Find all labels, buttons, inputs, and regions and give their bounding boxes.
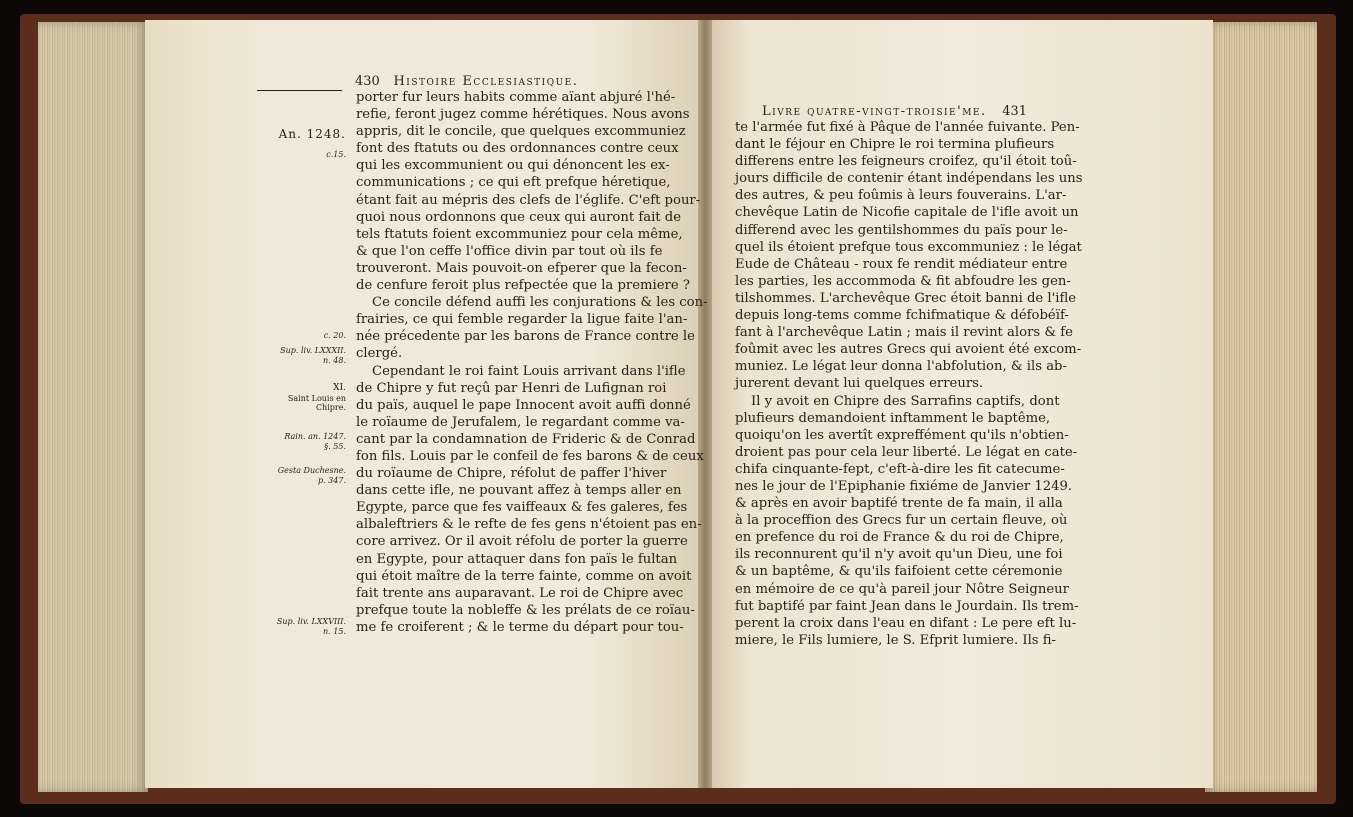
left_page-line: core arrivez. Or il avoit réfolu de porter la guerre bbox=[356, 534, 688, 550]
right_page-line: miere, le Fils lumiere, le S. Efprit lumiere. Ils fi- bbox=[735, 632, 1057, 648]
left_page-line: qui les excommunient ou qui dénoncent les ex- bbox=[356, 158, 670, 174]
left-running-head bbox=[355, 74, 578, 89]
right_page-line: plufieurs demandoient inftamment le baptême, bbox=[735, 410, 1051, 426]
right_page-line: fut baptifé par faint Jean dans le Jourdain. Ils trem- bbox=[735, 598, 1079, 614]
left_page-line: du païs, auquel le pape Innocent avoit auffi donné bbox=[356, 397, 691, 413]
left_page-line: étant fait au mépris des clefs de l'églife. C'eft pour- bbox=[356, 192, 701, 208]
left_page-line: qui étoit maître de la terre fainte, comme on avoit bbox=[356, 568, 692, 584]
right_page-line: foûmit avec les autres Grecs qui avoient été excom- bbox=[735, 342, 1082, 358]
left_page-line: Ce concile défend auffi les conjurations & les con- bbox=[372, 295, 708, 311]
right_page-line: differend avec les gentilshommes du païs pour le- bbox=[735, 222, 1068, 238]
right_page-line: chevêque Latin de Nicofie capitale de l'ifle avoit un bbox=[735, 205, 1079, 221]
left-page-number: 430 bbox=[355, 74, 380, 89]
right_page-line: Eude de Château - roux fe rendit médiateur entre bbox=[735, 256, 1068, 272]
right-running-head bbox=[762, 104, 1027, 119]
right_page-line: des autres, & peu foûmis à leurs fouverains. L'ar- bbox=[735, 188, 1067, 204]
left_page-line: Egypte, parce que fes vaiffeaux & fes galeres, fes bbox=[356, 500, 688, 516]
right_page-line: chifa cinquante-fept, c'eft-à-dire les fit catecume- bbox=[735, 461, 1065, 477]
left_page-line: font des ftatuts ou des ordonnances contre ceux bbox=[356, 141, 679, 157]
left_page-line: de cenfure feroit plus refpectée que la premiere ? bbox=[356, 278, 690, 294]
left-head-title: Histoire Ecclesiastique. bbox=[393, 74, 579, 89]
margin-note-sup2 bbox=[258, 617, 346, 636]
right_page-line: en mémoire de ce qu'à pareil jour Nôtre Seigneur bbox=[735, 581, 1069, 597]
right_page-line: à la proceffion des Grecs fur un certain fleuve, où bbox=[735, 513, 1068, 529]
left_page-line: Cependant le roi faint Louis arrivant dans l'ifle bbox=[372, 363, 686, 379]
left_page-line: en Egypte, pour attaquer dans fon païs le fultan bbox=[356, 551, 678, 567]
left_page-line: fait trente ans auparavant. Le roi de Chipre avec bbox=[356, 585, 684, 601]
section-number: XI. bbox=[333, 383, 346, 393]
left_page-line: clergé. bbox=[356, 346, 403, 362]
left_page-line: frairies, ce qui femble regarder la ligue faite l'an- bbox=[356, 312, 688, 328]
left_page-line: du roïaume de Chipre, réfolut de paffer l'hiver bbox=[356, 466, 667, 482]
margin-note-line: n. 15. bbox=[323, 626, 346, 636]
right_page-line: nes le jour de l'Epiphanie fixiéme de Janvier 1249. bbox=[735, 478, 1073, 494]
margin-note-rain bbox=[258, 432, 346, 451]
margin-note-line: Sup. liv. LXXXII. bbox=[280, 346, 346, 355]
right_page-line: & après en avoir baptifé trente de fa main, il alla bbox=[735, 496, 1063, 512]
margin-note-sup1 bbox=[258, 346, 346, 365]
right-page-text bbox=[735, 119, 1083, 649]
right_page-line: depuis long-tems comme fchifmatique & défobéïf- bbox=[735, 308, 1069, 324]
left_page-line: de Chipre y fut reçû par Henri de Lufignan roi bbox=[356, 380, 667, 396]
margin-section bbox=[258, 384, 346, 412]
margin-note-line: §. 55. bbox=[324, 441, 346, 451]
page-edges-left bbox=[38, 22, 148, 792]
left_page-line: tels ftatuts foient excommuniez pour cela même, bbox=[356, 226, 683, 242]
margin-note-line: Sup. liv. LXXVIII. bbox=[276, 617, 346, 626]
left_page-line: communications ; ce qui eft prefque héretique, bbox=[356, 175, 671, 191]
right_page-line: quoiqu'on les avertît expreffément qu'ils n'obtien- bbox=[735, 427, 1069, 443]
right_page-line: jurerent devant lui quelques erreurs. bbox=[735, 376, 984, 392]
right_page-line: & un baptême, & qu'ils faifoient cette céremonie bbox=[735, 564, 1063, 580]
left_page-line: porter fur leurs habits comme aïant abjuré l'hé- bbox=[356, 90, 676, 105]
left_page-line: trouveront. Mais pouvoit-on efperer que la fecon- bbox=[356, 260, 687, 276]
left_page-line: albaleftriers & le refte de fes gens n'étoient pas en- bbox=[356, 517, 702, 533]
left_page-line: le roïaume de Jerufalem, le regardant comme va- bbox=[356, 414, 685, 430]
margin-note-gesta bbox=[258, 466, 346, 485]
left_page-line: fon fils. Louis par le confeil de fes barons & de ceux bbox=[356, 448, 704, 464]
left_page-line: me fe croiferent ; & le terme du départ pour tou- bbox=[356, 619, 684, 635]
left_page-line: & que l'on ceffe l'office divin par tout où ils fe bbox=[356, 243, 663, 259]
right_page-line: perent la croix dans l'eau en difant : Le pere eft lu- bbox=[735, 615, 1077, 631]
left_page-line: prefque toute la nobleffe & les prélats de ce roïau- bbox=[356, 602, 695, 618]
right_page-line: quel ils étoient prefque tous excommuniez : le légat bbox=[735, 239, 1082, 255]
left_page-line: refie, feront jugez comme hérétiques. Nous avons bbox=[356, 107, 690, 123]
margin-note-line: Rain. an. 1247. bbox=[284, 432, 346, 441]
margin-year: An. 1248. bbox=[278, 127, 346, 141]
section-title-line: Chipre. bbox=[315, 402, 346, 412]
margin-note-c20: c. 20. bbox=[323, 331, 346, 340]
right_page-line: jours difficile de contenir étant indépendans les uns bbox=[735, 171, 1083, 187]
left_page-line: née précedente par les barons de France contre le bbox=[356, 329, 695, 345]
margin-rule bbox=[257, 90, 342, 91]
right-page-number: 431 bbox=[1002, 104, 1028, 119]
right-head-title: Livre quatre-vingt-troisie'me. bbox=[762, 104, 987, 119]
left_page-line: appris, dit le concile, que quelques excommuniez bbox=[356, 124, 686, 140]
left_page-line: cant par la condamnation de Frideric & de Conrad bbox=[356, 431, 696, 447]
right_page-line: en prefence du roi de France & du roi de Chipre, bbox=[735, 530, 1064, 546]
right_page-line: dant le féjour en Chipre le roi termina plufieurs bbox=[735, 137, 1055, 153]
right_page-line: tilshommes. L'archevêque Grec étoit banni de l'ifle bbox=[735, 290, 1077, 306]
section-title-line: Saint Louis en bbox=[287, 393, 346, 403]
right_page-line: Il y avoit en Chipre des Sarrafins captifs, dont bbox=[751, 393, 1060, 409]
right_page-line: ils reconnurent qu'il n'y avoit qu'un Dieu, une foi bbox=[735, 547, 1063, 563]
right_page-line: muniez. Le légat leur donna l'abfolution, & ils ab- bbox=[735, 359, 1067, 375]
page-edges-right bbox=[1205, 22, 1317, 792]
right_page-line: te l'armée fut fixé à Pâque de l'année fuivante. Pen- bbox=[735, 120, 1080, 135]
right_page-line: droient pas pour cela leur liberté. Le légat en cate- bbox=[735, 444, 1078, 460]
right_page-line: les parties, les accommoda & fit abfoudre les gen- bbox=[735, 273, 1071, 289]
left_page-line: dans cette ifle, ne pouvant affez à temps aller en bbox=[356, 483, 682, 499]
left_page-line: quoi nous ordonnons que ceux qui auront fait de bbox=[356, 209, 682, 225]
margin-note-c15: c.15. bbox=[326, 150, 346, 159]
right_page-line: fant à l'archevêque Latin ; mais il revint alors & fe bbox=[735, 325, 1073, 341]
margin-note-line: Gesta Duchesne. bbox=[277, 466, 346, 475]
left-page-text bbox=[356, 89, 708, 636]
margin-note-line: n. 48. bbox=[323, 355, 346, 365]
right_page-line: differens entre les feigneurs croifez, qu'il étoit toû- bbox=[735, 154, 1077, 170]
margin-note-line: p. 347. bbox=[317, 475, 346, 485]
